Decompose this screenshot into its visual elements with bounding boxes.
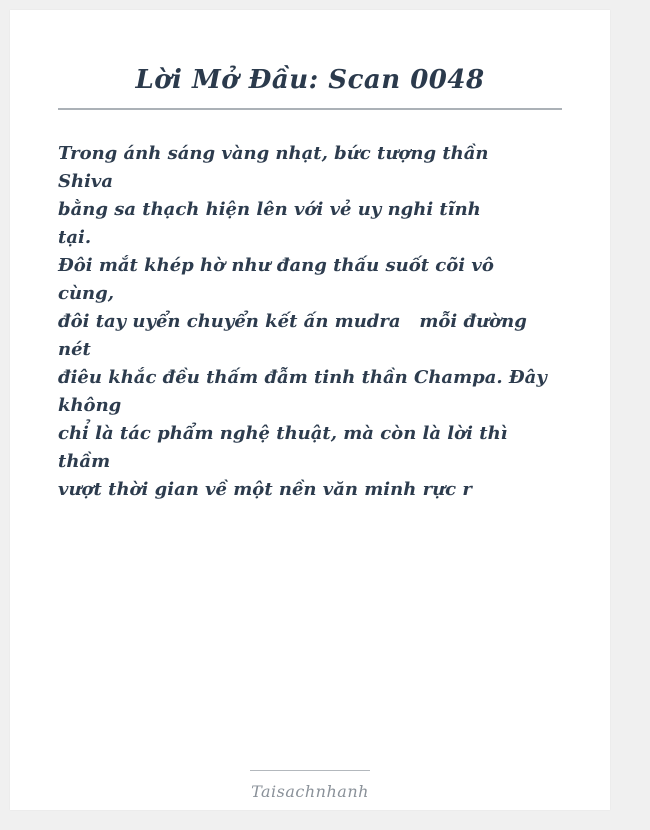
body-line: đôi tay uyển chuyển kết ấn mudra mỗi đường — [58, 311, 527, 332]
body-line: tại. — [58, 227, 92, 248]
body-line: bằng sa thạch hiện lên với vẻ uy nghi tĩnh — [58, 199, 481, 220]
page-footer — [10, 770, 610, 803]
page-title: Lời Mở Đầu: Scan 0048 — [135, 65, 485, 95]
footer-brand: Taisachnhanh — [251, 782, 369, 801]
body-line: nét — [58, 339, 91, 360]
body-line: Shiva — [58, 171, 114, 192]
body-line: chỉ là tác phẩm nghệ thuật, mà còn là lời thì — [58, 423, 508, 444]
document-page — [10, 10, 610, 810]
body-line: thầm — [58, 451, 111, 472]
body-paragraph — [10, 140, 610, 504]
body-line: Đôi mắt khép hờ như đang thấu suốt cõi vô — [58, 255, 494, 276]
body-line: vượt thời gian về một nền văn minh rực r — [58, 479, 472, 500]
body-line: điêu khắc đều thấm đẫm tinh thần Champa. Đây — [58, 367, 547, 388]
footer-divider — [250, 770, 370, 771]
body-line: cùng, — [58, 283, 114, 304]
body-line: Trong ánh sáng vàng nhạt, bức tượng thần — [58, 143, 489, 164]
body-line: không — [58, 395, 122, 416]
title-divider — [58, 108, 562, 110]
